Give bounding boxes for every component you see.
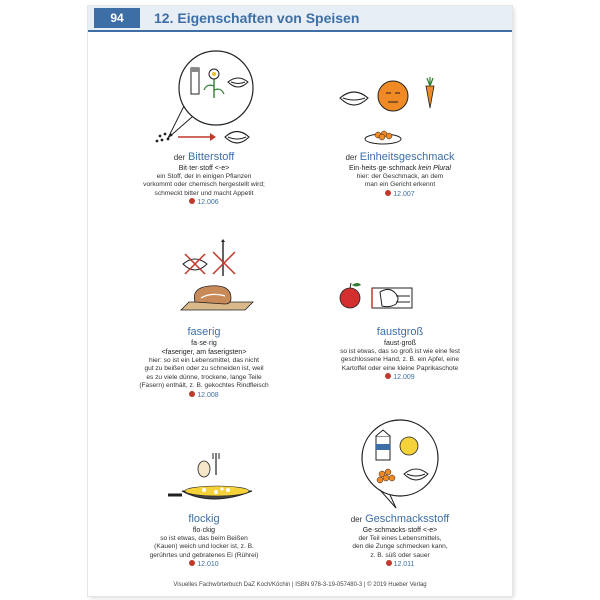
headword: Geschmacksstoff (365, 513, 450, 525)
entry-flockig (104, 513, 304, 569)
reference-dot-icon (385, 190, 391, 196)
faustgross-illustration (336, 274, 426, 319)
definition-line: Kartoffel oder eine kleine Paprikaschote (341, 364, 459, 372)
syllables: flo·ckig (192, 527, 216, 534)
reference-dot-icon (189, 198, 195, 204)
definition-line: den die Zunge schmecken kann, (352, 543, 448, 551)
flockig-illustration (160, 451, 270, 511)
entry-faserig (104, 326, 304, 400)
page-title: 12. Eigenschaften von Speisen (154, 10, 360, 26)
headword-line (300, 151, 500, 164)
definition-line: (Kauen) weich und locker ist, z. B. (154, 543, 254, 551)
definition-line: man ein Gericht erkennt (364, 181, 436, 189)
headword: flockig (188, 513, 220, 525)
headword: faustgroß (376, 326, 424, 338)
entry-faustgross (300, 326, 500, 382)
definition-line: es zu viele dünne, trockene, lange Teile (146, 373, 262, 381)
reference-link[interactable] (104, 198, 304, 207)
reference-number: 12.007 (393, 190, 415, 198)
entry-einheitsgeschmack (300, 151, 500, 199)
definition-line: der Teil eines Lebensmittels, (358, 535, 442, 542)
article: der (173, 153, 186, 162)
headword-line (104, 326, 304, 339)
reference-number: 12.006 (197, 199, 219, 207)
reference-link[interactable] (104, 391, 304, 400)
page-footer: Visuelles Fachwörterbuch DaZ Koch/Köchin | ISBN 978-3-19-057480-3 | © 2019 Hueber Verlag (173, 582, 427, 588)
reference-dot-icon (189, 391, 195, 397)
comparison-forms: <faseriger, am faserigsten> (161, 349, 247, 356)
article: der (345, 153, 357, 162)
definition-line: so ist etwas, das beim Beißen (160, 535, 248, 542)
dictionary-page (88, 6, 512, 596)
definition-line: ein Stoff, der in einigen Pflanzen (156, 173, 252, 180)
syllables: faust·groß (384, 340, 416, 347)
reference-link[interactable] (104, 560, 304, 569)
syllables (300, 164, 500, 173)
definition-line: gerührtes und gebratenes Ei (Rührei) (149, 551, 259, 559)
reference-link[interactable] (300, 190, 500, 199)
bitterstoff-illustration (128, 46, 278, 151)
reference-link[interactable] (300, 373, 500, 382)
reference-link[interactable] (300, 560, 500, 569)
reference-number: 12.010 (197, 561, 219, 569)
definition-line: (Fasern) enthält, z. B. gekochtes Rindfleisch (139, 382, 269, 390)
grammar-note: kein Plural (418, 165, 451, 172)
definition-line: hier: der Geschmack, an dem (356, 173, 444, 180)
definition-line: schmeckt bitter und macht Appetit (154, 189, 254, 197)
headword: faserig (187, 326, 221, 338)
page-number: 94 (94, 8, 140, 28)
entry-geschmacksstoff (300, 513, 500, 569)
headword-line (104, 151, 304, 164)
headword: Einheitsgeschmack (359, 151, 455, 163)
reference-number: 12.008 (197, 391, 219, 399)
einheitsgeschmack-illustration (338, 56, 448, 151)
headword-line (300, 326, 500, 339)
definition-line: z. B. süß oder sauer (370, 551, 430, 559)
definition-line: geschlossene Hand, z. B. ein Apfel, eine (340, 356, 460, 364)
definition-line: so ist etwas, das so groß ist wie eine fest (340, 348, 460, 355)
reference-dot-icon (189, 560, 195, 566)
syllables: Bit·ter·stoff <-e> (178, 165, 230, 172)
header-divider (88, 30, 512, 32)
definition-line: hier: so ist ein Lebensmittel, das nicht (149, 357, 259, 364)
article: der (350, 515, 363, 524)
reference-number: 12.009 (393, 374, 415, 382)
syllables: fa·se·rig (191, 340, 217, 347)
definition-line: vorkommt oder chemisch hergestellt wird; (143, 181, 265, 189)
reference-dot-icon (386, 560, 392, 566)
reference-number: 12.011 (393, 561, 415, 569)
definition-line: gut zu beißen oder zu schneiden ist, weil (144, 365, 264, 373)
reference-dot-icon (385, 373, 391, 379)
headword-line (104, 513, 304, 526)
headword-line (300, 513, 500, 526)
geschmacksstoff-illustration (346, 416, 456, 512)
syllable-text: Ein·heits·ge·schmack (349, 165, 419, 172)
page-header (88, 6, 512, 30)
headword: Bitterstoff (188, 151, 235, 163)
faserig-illustration (173, 238, 263, 323)
syllables: Ge·schmacks·stoff <-e> (362, 527, 438, 534)
entry-bitterstoff (104, 151, 304, 207)
